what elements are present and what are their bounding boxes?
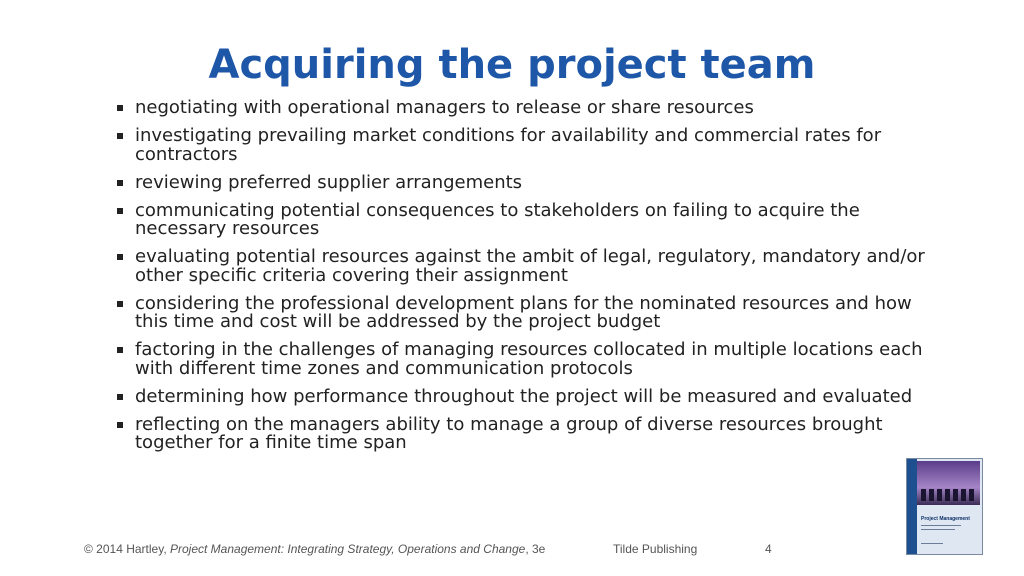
bullet-text: considering the professional development plans for the nominated resources and how this time and cost will be addressed by the project budget (135, 292, 912, 332)
stonehenge-silhouette-icon (921, 489, 977, 501)
bullet-item (115, 341, 945, 378)
bullet-text: communicating potential consequences to stakeholders on failing to acquire the necessary resources (135, 199, 860, 239)
footer-copyright (84, 542, 545, 556)
cover-text-line (921, 525, 961, 526)
bullet-text: factoring in the challenges of managing resources collocated in multiple locations each with different time zones and communication protocols (135, 339, 923, 379)
square-bullet-icon (117, 133, 123, 139)
square-bullet-icon (117, 422, 123, 428)
square-bullet-icon (117, 394, 123, 400)
bullet-text: determining how performance throughout the project will be measured and evaluated (135, 385, 913, 407)
book-cover-image (906, 458, 983, 555)
book-cover-title: Project Management (921, 516, 970, 522)
page-number: 4 (765, 542, 772, 556)
footer-book-title: Project Management: Integrating Strategy, Operations and Change (170, 542, 526, 556)
square-bullet-icon (117, 254, 123, 260)
bullet-item (115, 292, 945, 332)
bullet-item (115, 385, 945, 407)
square-bullet-icon (117, 301, 123, 307)
bullet-text: investigating prevailing market conditions for availability and commercial rates for contractors (135, 125, 882, 165)
bullet-item (115, 99, 945, 118)
cover-text-line (921, 529, 955, 530)
bullet-item (115, 248, 945, 285)
bullet-list (115, 99, 945, 462)
bullet-item (115, 171, 945, 193)
copyright-prefix: © 2014 Hartley, (84, 542, 170, 556)
square-bullet-icon (117, 208, 123, 214)
bullet-text: negotiating with operational managers to release or share resources (135, 97, 754, 118)
bullet-text: evaluating potential resources against the ambit of legal, regulatory, mandatory and/or other specific criteria covering their assignment (135, 246, 925, 286)
bullet-item (115, 127, 945, 164)
square-bullet-icon (117, 347, 123, 353)
footer-edition: , 3e (525, 542, 546, 556)
footer-publisher: Tilde Publishing (613, 542, 698, 556)
book-spine (907, 459, 917, 554)
cover-text-line (921, 543, 943, 544)
bullet-text: reviewing preferred supplier arrangements (135, 171, 523, 193)
bullet-text: reflecting on the managers ability to manage a group of diverse resources brought together for a finite time span (135, 413, 883, 453)
bullet-item (115, 199, 945, 239)
slide-title: Acquiring the project team (208, 42, 816, 88)
bullet-item (115, 413, 945, 453)
square-bullet-icon (117, 105, 123, 111)
square-bullet-icon (117, 180, 123, 186)
